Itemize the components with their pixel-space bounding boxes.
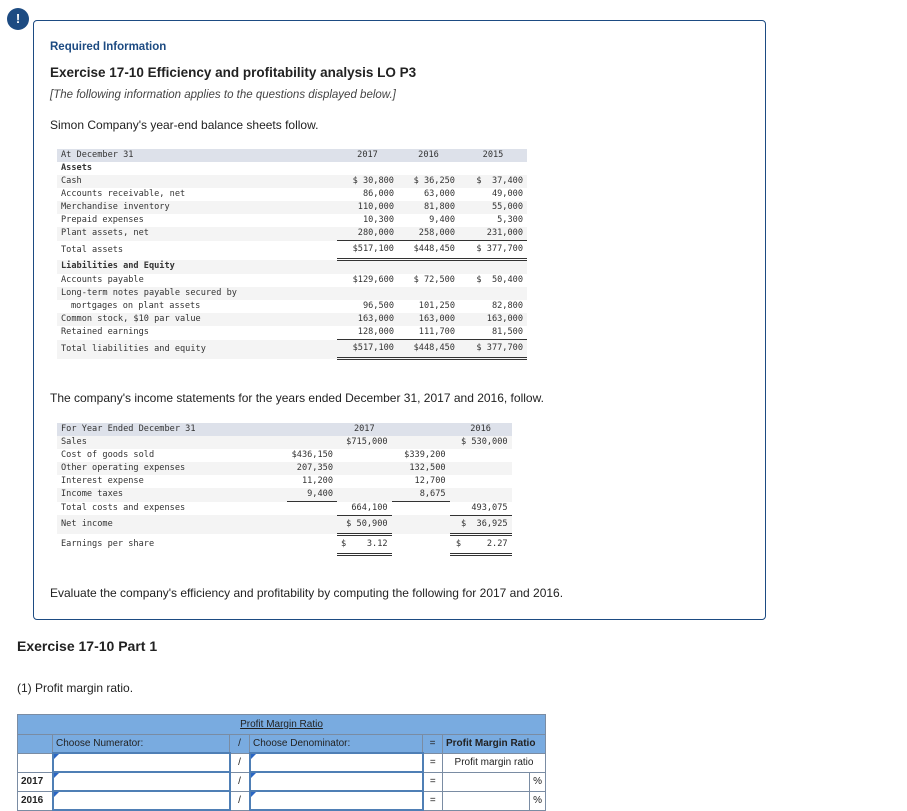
row-value: 163,000 <box>337 313 398 326</box>
row-value: $ 50,900 <box>337 515 392 534</box>
row-value: 81,500 <box>459 326 527 340</box>
row-label: Long-term notes payable secured by <box>57 287 337 300</box>
evaluate-instruction: Evaluate the company's efficiency and profitability by computing the following for 2017 and 2016. <box>50 586 564 600</box>
row-value: $ 36,250 <box>398 175 459 188</box>
row-value <box>392 502 450 516</box>
column-header <box>287 423 337 436</box>
row-label: Sales <box>57 436 287 449</box>
row-label: Total liabilities and equity <box>57 340 337 359</box>
row-value: $ 2.27 <box>450 534 512 554</box>
column-header: 2016 <box>450 423 512 436</box>
row-value <box>459 260 527 275</box>
row-value: 132,500 <box>392 462 450 475</box>
row-label: Prepaid expenses <box>61 215 144 225</box>
row-value: 81,800 <box>398 201 459 214</box>
row-value: $ 530,000 <box>450 436 512 449</box>
row-value: 8,675 <box>392 488 450 502</box>
row-value <box>392 436 450 449</box>
result-subheader: Profit margin ratio <box>443 753 546 772</box>
year-label: 2016 <box>18 791 53 810</box>
table-row <box>57 188 527 201</box>
numerator-input-2017[interactable] <box>53 772 230 791</box>
row-value: $ 72,500 <box>413 275 455 285</box>
row-value: 207,350 <box>287 462 337 475</box>
column-header: 2016 <box>398 149 459 162</box>
row-label: Interest expense <box>61 476 144 486</box>
row-label: Cost of goods sold <box>61 450 155 460</box>
row-value: 258,000 <box>398 227 459 241</box>
row-label: Accounts receivable, net <box>61 189 186 199</box>
row-value: 9,400 <box>287 488 337 502</box>
row-value: $517,100 <box>337 340 398 359</box>
equals-sign: = <box>423 772 443 791</box>
row-value: 10,300 <box>362 215 394 225</box>
row-label: Common stock, $10 par value <box>57 313 337 326</box>
row-value <box>392 534 450 554</box>
table-row <box>57 475 512 488</box>
row-value: 280,000 <box>337 227 398 241</box>
row-value: $448,450 <box>398 241 459 260</box>
table-row <box>57 241 527 260</box>
row-value <box>337 475 392 488</box>
balance-intro: Simon Company's year-end balance sheets follow. <box>50 118 319 132</box>
row-label: Total assets <box>61 244 124 255</box>
row-value <box>450 488 512 502</box>
row-value: 163,000 <box>398 313 459 326</box>
row-value: 664,100 <box>337 502 392 516</box>
row-label: Cash <box>57 175 337 188</box>
denominator-input-2017[interactable] <box>250 772 423 791</box>
denominator-header: Choose Denominator: <box>250 735 423 754</box>
table-row <box>57 175 527 188</box>
row-value <box>337 287 398 300</box>
income-statement-table <box>57 423 512 556</box>
row-label: Retained earnings <box>61 327 149 338</box>
table-row <box>57 326 527 340</box>
row-label: Plant assets, net <box>57 227 337 241</box>
result-input-2017[interactable] <box>443 772 530 791</box>
row-label: Accounts payable <box>61 275 144 285</box>
table-row <box>57 274 527 287</box>
row-value: 101,250 <box>418 301 455 311</box>
table-row <box>57 436 512 449</box>
row-value <box>459 162 527 175</box>
row-value <box>450 462 512 475</box>
table-row <box>57 449 512 462</box>
denominator-label-input[interactable] <box>250 753 423 772</box>
divide-sign: / <box>230 735 250 754</box>
table-row <box>57 340 527 359</box>
row-label: Total costs and expenses <box>61 502 186 513</box>
row-value: $ 3.12 <box>337 534 392 554</box>
row-value <box>398 260 459 275</box>
column-header: 2017 <box>337 423 392 436</box>
row-value <box>392 515 450 534</box>
equals-sign: = <box>423 735 443 754</box>
percent-sign: % <box>530 791 546 810</box>
row-value: 86,000 <box>362 189 394 199</box>
row-value: $ 37,400 <box>459 175 527 188</box>
equals-sign: = <box>423 753 443 772</box>
row-value <box>287 534 337 554</box>
row-value: $436,150 <box>291 450 333 460</box>
row-value <box>337 162 398 175</box>
numerator-label-input[interactable] <box>53 753 230 772</box>
table-row <box>57 162 527 175</box>
percent-sign: % <box>530 772 546 791</box>
row-label: Other operating expenses <box>57 462 287 475</box>
row-value: 12,700 <box>414 476 446 486</box>
info-note: [The following information applies to the questions displayed below.] <box>50 89 396 101</box>
row-label: Income taxes <box>57 488 287 502</box>
table-row <box>57 227 527 241</box>
divide-sign: / <box>230 791 250 810</box>
row-value: $ 30,800 <box>337 175 398 188</box>
alert-icon: ! <box>7 8 29 30</box>
row-value: $ 36,925 <box>450 515 512 534</box>
row-value: 5,300 <box>497 215 523 225</box>
balance-sheet-table <box>57 149 527 360</box>
row-value <box>287 436 337 449</box>
row-value: 110,000 <box>337 201 398 214</box>
divide-sign: / <box>230 772 250 791</box>
row-value <box>337 449 392 462</box>
row-value: $129,600 <box>352 275 394 285</box>
numerator-header: Choose Numerator: <box>53 735 230 754</box>
table-row <box>57 515 512 534</box>
row-value <box>337 462 392 475</box>
row-value <box>398 162 459 175</box>
row-value <box>450 449 512 462</box>
row-value: 231,000 <box>459 227 527 241</box>
question-label: (1) Profit margin ratio. <box>17 681 134 695</box>
column-header: At December 31 <box>57 149 337 162</box>
row-value <box>450 475 512 488</box>
row-label: Assets <box>61 163 93 173</box>
income-intro: The company's income statements for the years ended December 31, 2017 and 2016, follow. <box>50 391 544 405</box>
table-header-row <box>57 423 512 436</box>
row-value <box>459 287 527 300</box>
row-value <box>337 488 392 502</box>
row-label: Net income <box>57 515 287 534</box>
table-row <box>57 214 527 227</box>
row-value: $ 50,400 <box>476 275 523 285</box>
table-row <box>57 300 527 313</box>
column-header <box>392 423 450 436</box>
row-value: 493,075 <box>450 502 512 516</box>
row-value: $715,000 <box>337 436 392 449</box>
row-label: Liabilities and Equity <box>57 260 337 275</box>
result-header: Profit Margin Ratio <box>443 735 546 754</box>
table-row <box>57 534 512 554</box>
table-header-row <box>57 149 527 162</box>
row-value <box>398 287 459 300</box>
row-value: $339,200 <box>404 450 446 460</box>
row-value: $448,450 <box>398 340 459 359</box>
row-value: 128,000 <box>337 326 398 340</box>
table-row <box>57 287 527 300</box>
row-value: $517,100 <box>337 241 398 260</box>
row-label: mortgages on plant assets <box>71 301 201 311</box>
row-value: 96,500 <box>362 301 394 311</box>
row-value <box>287 502 337 516</box>
year-label: 2017 <box>18 772 53 791</box>
exercise-title: Exercise 17-10 Efficiency and profitability analysis LO P3 <box>50 65 417 80</box>
divide-sign: / <box>230 753 250 772</box>
profit-margin-table <box>17 714 546 811</box>
table-row <box>57 462 512 475</box>
part-title: Exercise 17-10 Part 1 <box>17 638 158 654</box>
row-label: Earnings per share <box>61 538 155 549</box>
column-header: 2015 <box>459 149 527 162</box>
row-value <box>337 260 398 275</box>
row-value: $ 377,700 <box>459 340 527 359</box>
numerator-input-2016[interactable] <box>53 791 230 810</box>
row-value: 82,800 <box>491 301 523 311</box>
row-value: 49,000 <box>491 189 523 199</box>
table-row <box>57 502 512 516</box>
table-row <box>57 488 512 502</box>
column-header: For Year Ended December 31 <box>57 423 287 436</box>
row-value: 55,000 <box>459 201 527 214</box>
row-value: 163,000 <box>459 313 527 326</box>
row-value: 111,700 <box>398 326 459 340</box>
row-label: Merchandise inventory <box>57 201 337 214</box>
row-value: $ 377,700 <box>459 241 527 260</box>
row-value <box>287 515 337 534</box>
table-row <box>57 260 527 275</box>
equals-sign: = <box>423 791 443 810</box>
result-input-2016[interactable] <box>443 791 530 810</box>
ratio-title: Profit Margin Ratio <box>240 719 323 730</box>
column-header: 2017 <box>337 149 398 162</box>
required-label: Required Information <box>50 41 167 53</box>
row-value: 63,000 <box>423 189 455 199</box>
denominator-input-2016[interactable] <box>250 791 423 810</box>
table-row <box>57 313 527 326</box>
row-value: 11,200 <box>301 476 333 486</box>
table-row <box>57 201 527 214</box>
row-value: 9,400 <box>429 215 455 225</box>
